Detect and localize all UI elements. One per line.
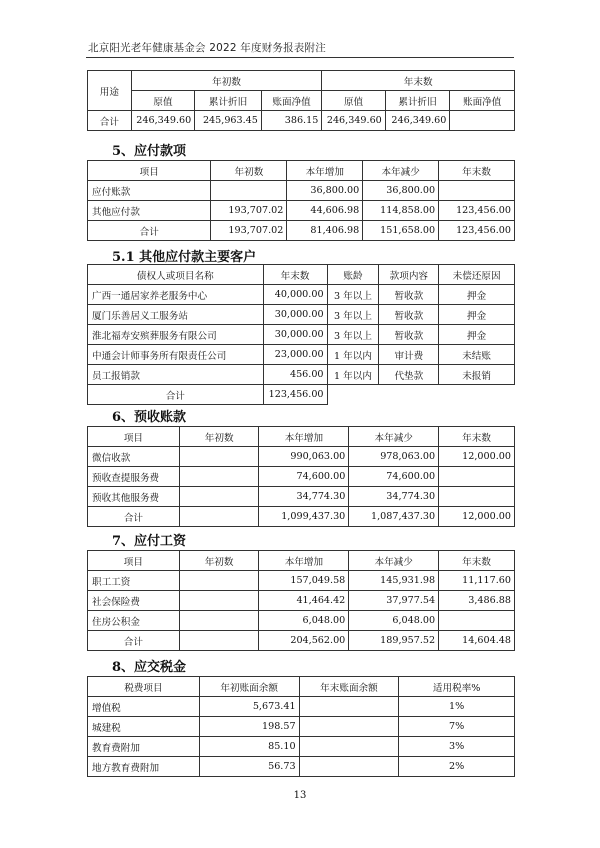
table-cell: 社会保险费 [88, 591, 180, 611]
table-cell [439, 467, 515, 487]
section-title: 7、应付工资 [112, 534, 187, 549]
table-cell: 1% [399, 697, 515, 717]
payables-table [87, 160, 515, 241]
table-header-row [88, 551, 515, 571]
table-cell [450, 111, 515, 131]
table-cell [299, 717, 399, 737]
table-cell: 157,049.58 [259, 571, 349, 591]
table-cell: 押金 [439, 285, 515, 305]
table-cell [439, 181, 515, 201]
table-row [88, 305, 515, 325]
header-cell: 年初数 [179, 551, 259, 571]
table-cell: 246,349.60 [131, 111, 194, 131]
table-cell: 城建税 [88, 717, 200, 737]
table-cell: 114,858.00 [363, 201, 439, 221]
header-cell: 适用税率% [399, 677, 515, 697]
header-cell: 本年减少 [363, 161, 439, 181]
header-cell: 本年增加 [259, 427, 349, 447]
header-cell: 年末数 [263, 265, 327, 285]
table-cell: 押金 [439, 305, 515, 325]
table-row [88, 631, 515, 651]
table-cell: 30,000.00 [263, 305, 327, 325]
table-cell: 应付账款 [88, 181, 211, 201]
table-cell [179, 447, 259, 467]
header-cell: 累计折旧 [195, 91, 262, 111]
table-cell: 245,963.45 [195, 111, 262, 131]
table-cell: 微信收款 [88, 447, 180, 467]
table-cell: 3% [399, 737, 515, 757]
table-cell: 198.57 [199, 717, 299, 737]
table-cell: 123,456.00 [439, 201, 515, 221]
header-cell: 年末账面余额 [299, 677, 399, 697]
header-cell: 账面净值 [450, 91, 515, 111]
header-cell: 本年减少 [349, 427, 439, 447]
table-cell: 教育费附加 [88, 737, 200, 757]
table-cell: 34,774.30 [259, 487, 349, 507]
table-row [88, 181, 515, 201]
advance-receipts-table [87, 426, 515, 527]
table-cell: 员工报销款 [88, 365, 264, 385]
table-cell: 246,349.60 [322, 111, 385, 131]
table-cell: 3,486.88 [439, 591, 515, 611]
table-cell: 74,600.00 [259, 467, 349, 487]
table-cell: 204,562.00 [259, 631, 349, 651]
table-row [88, 221, 515, 241]
table-cell [179, 611, 259, 631]
header-cell: 年初账面余额 [199, 677, 299, 697]
table-cell: 合计 [88, 631, 180, 651]
table-row [88, 487, 515, 507]
empty-cell [327, 385, 514, 405]
table-row [88, 201, 515, 221]
table-cell: 14,604.48 [439, 631, 515, 651]
section-title: 5.1 其他应付款主要客户 [112, 250, 257, 265]
table-cell: 其他应付款 [88, 201, 211, 221]
table-cell: 123,456.00 [263, 385, 327, 405]
table-cell: 合计 [88, 385, 264, 405]
table-row [88, 385, 515, 405]
header-cell: 税费项目 [88, 677, 200, 697]
table-cell: 广西一通居家养老服务中心 [88, 285, 264, 305]
table-cell: 代垫款 [379, 365, 439, 385]
table-cell [179, 571, 259, 591]
table-cell [299, 697, 399, 717]
table-cell: 34,774.30 [349, 487, 439, 507]
table-cell: 36,800.00 [363, 181, 439, 201]
header-cell: 本年增加 [287, 161, 363, 181]
table-cell [179, 631, 259, 651]
section-title: 5、应付款项 [112, 144, 187, 159]
table-cell: 37,977.54 [349, 591, 439, 611]
table-cell: 44,606.98 [287, 201, 363, 221]
table-row [88, 507, 515, 527]
table-cell [439, 611, 515, 631]
table-cell: 增值税 [88, 697, 200, 717]
header-cell: 年末数 [439, 161, 515, 181]
table-header-row [88, 677, 515, 697]
table-cell: 未结账 [439, 345, 515, 365]
header-cell: 项目 [88, 161, 211, 181]
table-cell: 中通会计师事务所有限责任公司 [88, 345, 264, 365]
table-cell: 36,800.00 [287, 181, 363, 201]
table-cell: 386.15 [261, 111, 321, 131]
table-row [88, 611, 515, 631]
table-cell: 5,673.41 [199, 697, 299, 717]
table-cell: 40,000.00 [263, 285, 327, 305]
table-header-row [88, 265, 515, 285]
table-cell: 74,600.00 [349, 467, 439, 487]
header-cell: 用途 [88, 71, 132, 111]
header-cell: 项目 [88, 551, 180, 571]
table-cell: 住房公积金 [88, 611, 180, 631]
table-cell: 81,406.98 [287, 221, 363, 241]
header-cell: 年末数 [439, 427, 515, 447]
header-cell: 本年减少 [349, 551, 439, 571]
header-cell: 本年增加 [259, 551, 349, 571]
table-cell [179, 467, 259, 487]
fixed-asset-table [87, 70, 515, 131]
table-row [88, 447, 515, 467]
table-cell: 6,048.00 [259, 611, 349, 631]
table-row [88, 325, 515, 345]
table-cell: 6,048.00 [349, 611, 439, 631]
table-cell [211, 181, 287, 201]
table-cell: 12,000.00 [439, 507, 515, 527]
header-cell: 原值 [322, 91, 385, 111]
table-row [88, 345, 515, 365]
table-cell: 41,464.42 [259, 591, 349, 611]
header-cell: 未偿还原因 [439, 265, 515, 285]
table-cell: 12,000.00 [439, 447, 515, 467]
header-cell: 年初数 [211, 161, 287, 181]
header-cell: 项目 [88, 427, 180, 447]
table-cell: 1,087,437.30 [349, 507, 439, 527]
table-cell [299, 737, 399, 757]
header-cell: 债权人或项目名称 [88, 265, 264, 285]
header-cell: 年初数 [179, 427, 259, 447]
table-cell: 246,349.60 [385, 111, 450, 131]
table-cell: 56.73 [199, 757, 299, 777]
table-cell: 145,931.98 [349, 571, 439, 591]
header-rule [86, 57, 514, 58]
section-title: 8、应交税金 [112, 660, 187, 675]
table-row [88, 737, 515, 757]
table-cell: 地方教育费附加 [88, 757, 200, 777]
table-cell: 合计 [88, 111, 132, 131]
header-cell: 账龄 [327, 265, 379, 285]
table-cell [179, 591, 259, 611]
table-cell: 职工工资 [88, 571, 180, 591]
table-cell: 23,000.00 [263, 345, 327, 365]
table-row [88, 591, 515, 611]
table-cell: 暂收款 [379, 285, 439, 305]
table-cell: 合计 [88, 221, 211, 241]
header-cell: 年末数 [439, 551, 515, 571]
table-cell: 3 年以上 [327, 325, 379, 345]
table-header-row [88, 427, 515, 447]
table-cell: 审计费 [379, 345, 439, 365]
section-title: 6、预收账款 [112, 410, 187, 425]
table-cell: 暂收款 [379, 325, 439, 345]
table-cell: 151,658.00 [363, 221, 439, 241]
table-cell: 厦门乐善居义工服务站 [88, 305, 264, 325]
table-cell: 淮北福寿安殡葬服务有限公司 [88, 325, 264, 345]
page-header: 北京阳光老年健康基金会 2022 年度财务报表附注 [88, 42, 326, 54]
table-cell: 暂收款 [379, 305, 439, 325]
table-row [88, 111, 515, 131]
table-cell: 预收查提服务费 [88, 467, 180, 487]
table-cell: 189,957.52 [349, 631, 439, 651]
table-row [88, 697, 515, 717]
table-cell: 193,707.02 [211, 201, 287, 221]
table-cell [299, 757, 399, 777]
header-cell: 累计折旧 [385, 91, 450, 111]
page-number: 13 [293, 790, 307, 801]
header-cell: 原值 [131, 91, 194, 111]
table-cell: 1 年以内 [327, 365, 379, 385]
table-cell: 3 年以上 [327, 305, 379, 325]
table-cell: 合计 [88, 507, 180, 527]
table-row [88, 467, 515, 487]
table-header-row [88, 161, 515, 181]
header-cell: 年初数 [131, 71, 322, 91]
header-cell: 年末数 [322, 71, 515, 91]
table-cell: 30,000.00 [263, 325, 327, 345]
table-cell: 456.00 [263, 365, 327, 385]
table-cell: 85.10 [199, 737, 299, 757]
taxes-payable-table [87, 676, 515, 777]
table-row [88, 757, 515, 777]
table-cell [179, 487, 259, 507]
header-cell: 账面净值 [261, 91, 321, 111]
table-row [88, 571, 515, 591]
table-cell: 2% [399, 757, 515, 777]
table-cell: 7% [399, 717, 515, 737]
table-cell: 11,117.60 [439, 571, 515, 591]
table-cell: 193,707.02 [211, 221, 287, 241]
table-cell [439, 487, 515, 507]
table-cell: 978,063.00 [349, 447, 439, 467]
table-cell: 未报销 [439, 365, 515, 385]
table-row [88, 285, 515, 305]
wages-payable-table [87, 550, 515, 651]
table-cell: 3 年以上 [327, 285, 379, 305]
table-cell: 押金 [439, 325, 515, 345]
table-cell: 990,063.00 [259, 447, 349, 467]
table-cell [179, 507, 259, 527]
table-cell: 1,099,437.30 [259, 507, 349, 527]
table-cell: 预收其他服务费 [88, 487, 180, 507]
other-payables-table [87, 264, 515, 405]
header-cell: 款项内容 [379, 265, 439, 285]
table-cell: 123,456.00 [439, 221, 515, 241]
table-row [88, 365, 515, 385]
table-row [88, 717, 515, 737]
table-cell: 1 年以内 [327, 345, 379, 365]
